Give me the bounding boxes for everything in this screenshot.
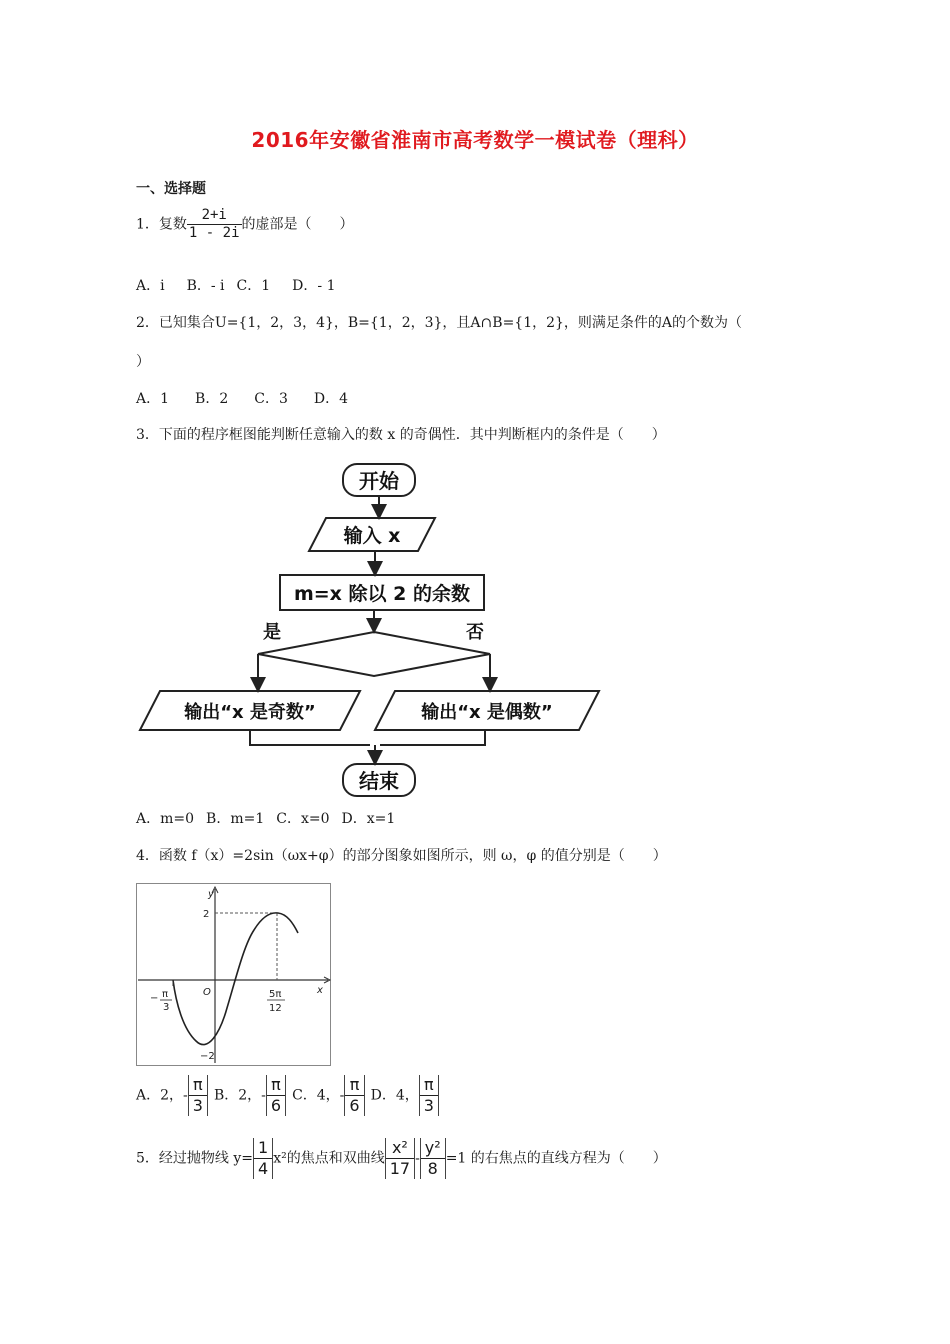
q4-option-a-frac [188, 1075, 208, 1116]
graph-xleft-den: 3 [163, 1002, 170, 1013]
q5-f1-den: 4 [254, 1158, 272, 1179]
q4-options [136, 1075, 439, 1116]
q1-fraction [187, 207, 242, 242]
flow-no-label: 否 [466, 622, 484, 643]
graph-xright-num: 5π [269, 989, 282, 1000]
graph-y-label: y [208, 889, 214, 900]
q3-option-b: B．m=1 [206, 811, 265, 827]
q5-f2-num: x² [391, 1138, 408, 1157]
q1-option-a: A．i [136, 278, 165, 294]
q1-frac-num: 2+i [201, 207, 227, 223]
flow-yes-label: 是 [263, 622, 281, 643]
q5-frac-1 [253, 1138, 273, 1179]
q1-prefix: 1．复数 [136, 216, 187, 233]
q2-option-a: A．1 [136, 391, 170, 407]
q5-f3-num: y² [424, 1138, 441, 1157]
flow-output-odd-label: 输出“x 是奇数” [184, 702, 316, 723]
question-3: 3．下面的程序框图能判断任意输入的数 x 的奇偶性．其中判断框内的条件是（ ） [136, 427, 666, 443]
q5-f1-num: 1 [258, 1138, 269, 1157]
q4-option-b-frac [266, 1075, 286, 1116]
q2-options [136, 388, 348, 408]
flowchart [130, 455, 610, 805]
question-2: 2．已知集合U={1，2，3，4}，B={1，2，3}，且A∩B={1，2}，则满足条件的A的个数为（ [136, 315, 743, 331]
q4-option-d-frac [419, 1075, 439, 1116]
graph-xleft-num: π [162, 989, 169, 1000]
q1-option-b: B．- i [186, 278, 225, 294]
q3-option-a: A．m=0 [136, 811, 195, 827]
q4-c-den: 6 [345, 1095, 363, 1116]
flow-process-label: m=x 除以 2 的余数 [293, 583, 471, 605]
q5-minus: - [415, 1150, 420, 1167]
q4-b-num: π [271, 1075, 281, 1094]
section-heading: 一、选择题 [136, 181, 206, 197]
q2-option-c: C．3 [254, 391, 288, 407]
q1-option-c: C．1 [236, 278, 271, 294]
q3-option-c: C．x=0 [276, 811, 330, 827]
q5-frac-2 [385, 1138, 415, 1179]
q4-option-c-frac [344, 1075, 364, 1116]
q5-suffix: =1 的右焦点的直线方程为（ ） [445, 1150, 667, 1167]
graph-x-label: x [317, 985, 323, 996]
q4-option-a-label: A．2，- [136, 1087, 188, 1104]
q1-frac-den: 1 - 2i [188, 225, 240, 241]
graph-ymin: −2 [200, 1051, 215, 1062]
q4-a-num: π [193, 1075, 203, 1094]
q3-options [136, 808, 395, 828]
flow-decision-shape [258, 632, 490, 676]
q4-option-b-label: B．2，- [213, 1087, 266, 1104]
graph-ymax: 2 [203, 909, 210, 920]
q4-d-den: 3 [420, 1095, 438, 1116]
page-title: 2016年安徽省淮南市高考数学一模试卷（理科） [251, 128, 699, 152]
flow-end-label: 结束 [359, 769, 399, 793]
q4-b-den: 6 [267, 1095, 285, 1116]
q5-prefix: 5．经过抛物线 y= [136, 1150, 253, 1167]
question-5 [136, 1138, 667, 1179]
q4-option-d-label: D．4， [370, 1087, 419, 1104]
q4-d-num: π [424, 1075, 434, 1094]
question-1 [136, 207, 354, 242]
graph-xright-den: 12 [269, 1003, 282, 1014]
q2-option-d: D．4 [313, 391, 348, 407]
flow-output-even-label: 输出“x 是偶数” [421, 702, 553, 723]
question-4: 4．函数 f（x）=2sin（ωx+φ）的部分图象如图所示，则 ω，φ 的值分别是（ ） [136, 848, 667, 864]
q5-frac-3 [420, 1138, 446, 1179]
q5-mid: x²的焦点和双曲线 [273, 1150, 385, 1167]
flow-start-label: 开始 [359, 469, 399, 493]
q1-suffix: 的虚部是（ ） [241, 216, 354, 233]
q1-options [136, 275, 335, 295]
q5-f2-den: 17 [386, 1158, 414, 1179]
question-2-cont: ） [136, 354, 150, 370]
graph-xleft-sign: − [150, 993, 159, 1004]
sine-curve [173, 913, 298, 1045]
sine-graph [136, 883, 332, 1067]
q2-option-b: B．2 [195, 391, 229, 407]
q4-c-num: π [349, 1075, 360, 1094]
q4-option-c-label: C．4，- [292, 1087, 345, 1104]
flow-input-label: 输入 x [343, 525, 401, 547]
q1-option-d: D．- 1 [292, 278, 336, 294]
q5-f3-den: 8 [421, 1158, 445, 1179]
graph-origin: O [203, 987, 211, 998]
q3-option-d: D．x=1 [341, 811, 396, 827]
q4-a-den: 3 [189, 1095, 207, 1116]
